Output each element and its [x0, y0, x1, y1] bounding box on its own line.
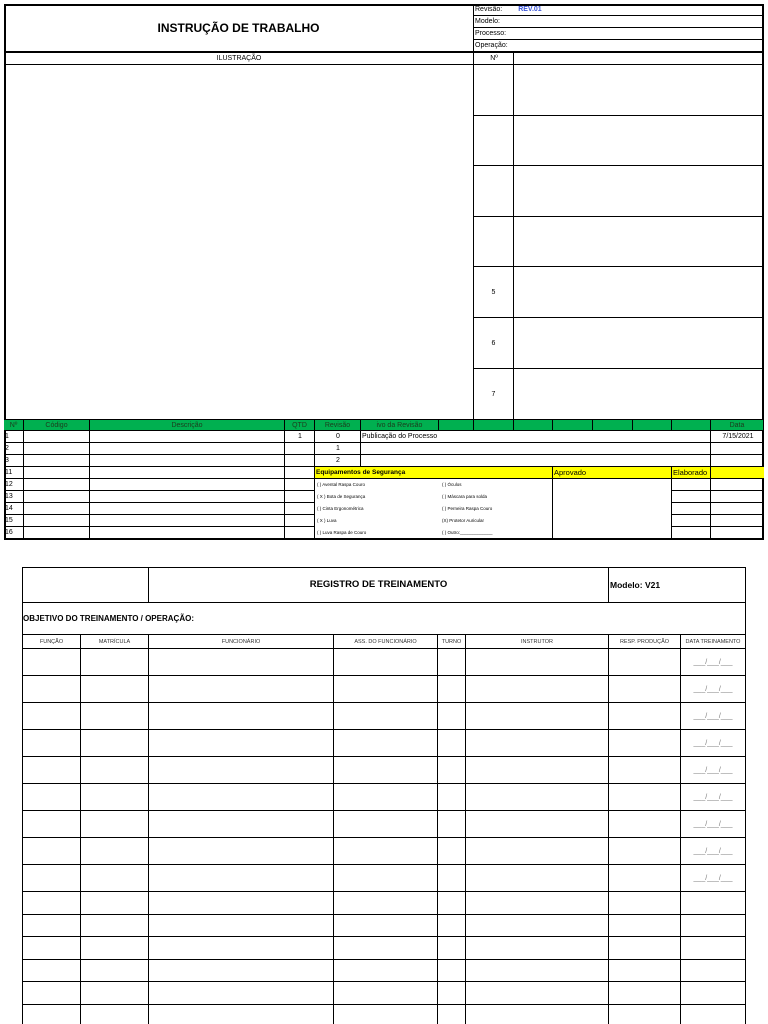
steps-num-header: [474, 53, 514, 65]
training-cell[interactable]: [81, 915, 149, 937]
training-cell[interactable]: [149, 982, 334, 1005]
part-num: 1: [4, 431, 24, 443]
col-header-data: Data: [711, 419, 764, 431]
training-cell[interactable]: [81, 730, 149, 757]
training-cell[interactable]: [334, 757, 438, 784]
part-num: 15: [4, 515, 24, 527]
logo-cell: [22, 567, 149, 603]
training-col-header: ASS. DO FUNCIONÁRIO: [334, 635, 438, 649]
training-cell[interactable]: [681, 892, 746, 915]
training-cell[interactable]: [466, 865, 609, 892]
training-cell[interactable]: [81, 676, 149, 703]
training-cell[interactable]: [22, 960, 81, 982]
modelo-row[interactable]: [474, 16, 764, 28]
revision-reason[interactable]: [361, 443, 711, 455]
training-cell[interactable]: [149, 757, 334, 784]
training-date-placeholder[interactable]: ___/___/___: [681, 865, 746, 892]
col-header-revisao: Revisão: [315, 419, 361, 431]
title-block: [4, 4, 474, 53]
training-cell[interactable]: [609, 937, 681, 960]
part-qtd[interactable]: 1: [285, 431, 315, 443]
training-cell[interactable]: [609, 784, 681, 811]
training-cell[interactable]: [334, 892, 438, 915]
part-description[interactable]: [90, 503, 285, 515]
col-header-motivo: ivo da Revisão: [361, 419, 439, 431]
training-cell[interactable]: [334, 915, 438, 937]
part-qtd[interactable]: [285, 455, 315, 467]
illustration-header: [4, 53, 474, 65]
training-date-placeholder[interactable]: ___/___/___: [681, 757, 746, 784]
step-number: [474, 217, 514, 267]
model-cell: [609, 567, 746, 603]
part-num: 16: [4, 527, 24, 539]
part-code[interactable]: [24, 503, 90, 515]
col-header-empty: [553, 419, 593, 431]
training-cell[interactable]: [466, 960, 609, 982]
date-cell[interactable]: [711, 491, 764, 503]
training-cell[interactable]: [149, 892, 334, 915]
processo-row[interactable]: [474, 28, 764, 40]
training-cell[interactable]: [81, 811, 149, 838]
work-instruction-form: [4, 4, 764, 540]
part-description[interactable]: [90, 515, 285, 527]
training-cell[interactable]: [438, 915, 466, 937]
training-cell[interactable]: [22, 676, 81, 703]
step-number: 5: [474, 267, 514, 318]
elaborated-cell[interactable]: [672, 491, 711, 503]
revision-date[interactable]: [711, 455, 764, 467]
objective-row[interactable]: [22, 603, 746, 635]
col-header-empty: [514, 419, 553, 431]
part-num: 3: [4, 455, 24, 467]
training-cell[interactable]: [22, 937, 81, 960]
safety-item[interactable]: ( X ) Luva: [317, 518, 337, 523]
training-cell[interactable]: [609, 960, 681, 982]
col-header-qtd: QTD: [285, 419, 315, 431]
part-code[interactable]: [24, 431, 90, 443]
training-cell[interactable]: [81, 784, 149, 811]
training-cell[interactable]: [438, 892, 466, 915]
col-header-empty: [633, 419, 672, 431]
training-cell[interactable]: [681, 960, 746, 982]
col-header-empty: [474, 419, 514, 431]
part-code[interactable]: [24, 443, 90, 455]
training-cell[interactable]: [466, 676, 609, 703]
part-num: 2: [4, 443, 24, 455]
training-col-header: MATRÍCULA: [81, 635, 149, 649]
part-num: 14: [4, 503, 24, 515]
training-cell[interactable]: [609, 649, 681, 676]
training-title-cell: [149, 567, 609, 603]
col-header-descricao: Descrição: [90, 419, 285, 431]
date-cell[interactable]: [711, 503, 764, 515]
part-description[interactable]: [90, 431, 285, 443]
training-cell[interactable]: [22, 730, 81, 757]
part-code[interactable]: [24, 467, 90, 479]
training-cell[interactable]: [22, 982, 81, 1005]
training-cell[interactable]: [22, 865, 81, 892]
training-cell[interactable]: [334, 811, 438, 838]
training-cell[interactable]: [149, 937, 334, 960]
training-cell[interactable]: [334, 982, 438, 1005]
training-cell[interactable]: [149, 784, 334, 811]
operacao-row[interactable]: [474, 40, 764, 52]
training-cell[interactable]: [609, 757, 681, 784]
part-qtd[interactable]: [285, 503, 315, 515]
part-qtd[interactable]: [285, 515, 315, 527]
training-col-header: DATA TREINAMENTO: [681, 635, 746, 649]
training-cell[interactable]: [22, 892, 81, 915]
training-cell[interactable]: [438, 1005, 466, 1024]
training-cell[interactable]: [22, 703, 81, 730]
modelo-label: Modelo:: [475, 18, 500, 25]
revision-number: 2: [315, 455, 361, 467]
training-cell[interactable]: [334, 838, 438, 865]
part-code[interactable]: [24, 527, 90, 539]
training-cell[interactable]: [81, 960, 149, 982]
training-cell[interactable]: [438, 865, 466, 892]
training-cell[interactable]: [81, 838, 149, 865]
safety-item[interactable]: ( ) Óculos: [442, 482, 462, 487]
safety-item[interactable]: ( ) Luva Raspa de Couro: [317, 530, 367, 535]
training-cell[interactable]: [334, 784, 438, 811]
step-number: [474, 65, 514, 116]
training-cell[interactable]: [334, 676, 438, 703]
training-cell[interactable]: [681, 915, 746, 937]
revisao-row: [474, 4, 764, 16]
illustration-label: ILUSTRAÇÃO: [216, 55, 262, 62]
training-cell[interactable]: [609, 676, 681, 703]
training-cell[interactable]: [438, 730, 466, 757]
training-cell[interactable]: [22, 811, 81, 838]
steps-num-header-label: Nº: [490, 55, 498, 62]
form-title: INSTRUÇÃO DE TRABALHO: [157, 20, 320, 35]
training-cell[interactable]: [681, 1005, 746, 1024]
revisao-label: Revisão:: [475, 6, 503, 13]
revision-date[interactable]: [711, 443, 764, 455]
part-qtd[interactable]: [285, 491, 315, 503]
training-date-placeholder[interactable]: ___/___/___: [681, 730, 746, 757]
training-col-header: FUNCIONÁRIO: [149, 635, 334, 649]
training-cell[interactable]: [681, 982, 746, 1005]
training-cell[interactable]: [81, 649, 149, 676]
step-description[interactable]: [514, 369, 764, 419]
training-cell[interactable]: [81, 937, 149, 960]
training-cell[interactable]: [438, 960, 466, 982]
training-cell[interactable]: [609, 865, 681, 892]
training-date-placeholder[interactable]: ___/___/___: [681, 784, 746, 811]
training-cell[interactable]: [438, 811, 466, 838]
part-code[interactable]: [24, 515, 90, 527]
training-cell[interactable]: [81, 757, 149, 784]
training-cell[interactable]: [149, 676, 334, 703]
training-cell[interactable]: [438, 937, 466, 960]
training-title: REGISTRO DE TREINAMENTO: [309, 579, 448, 590]
step-number: [474, 116, 514, 166]
training-date-placeholder[interactable]: ___/___/___: [681, 811, 746, 838]
training-col-header: RESP. PRODUÇÃO: [609, 635, 681, 649]
step-description[interactable]: [514, 267, 764, 318]
part-code[interactable]: [24, 479, 90, 491]
safety-item[interactable]: ( ) Avental Raspa Couro: [317, 482, 365, 487]
training-cell[interactable]: [609, 730, 681, 757]
part-code[interactable]: [24, 455, 90, 467]
training-cell[interactable]: [681, 937, 746, 960]
safety-item[interactable]: ( ) Perneira Raspa Couro: [442, 506, 493, 511]
training-cell[interactable]: [466, 915, 609, 937]
step-description[interactable]: [514, 116, 764, 166]
col-header-codigo: Código: [24, 419, 90, 431]
part-num: 12: [4, 479, 24, 491]
safety-item[interactable]: ( ) Outro:_____________: [442, 530, 493, 535]
safety-item[interactable]: ( ) Cinta Ergonométrica: [317, 506, 364, 511]
training-date-placeholder[interactable]: ___/___/___: [681, 649, 746, 676]
training-col-header: INSTRUTOR: [466, 635, 609, 649]
training-cell[interactable]: [466, 982, 609, 1005]
training-cell[interactable]: [334, 960, 438, 982]
training-cell[interactable]: [149, 649, 334, 676]
training-cell[interactable]: [81, 865, 149, 892]
part-description[interactable]: [90, 479, 285, 491]
part-description[interactable]: [90, 455, 285, 467]
training-cell[interactable]: [22, 649, 81, 676]
part-description[interactable]: [90, 443, 285, 455]
date-cell[interactable]: [711, 527, 764, 540]
elaborated-header: Elaborado: [672, 467, 711, 479]
col-header-empty: [593, 419, 633, 431]
training-cell[interactable]: [149, 730, 334, 757]
part-num: 11: [4, 467, 24, 479]
training-record-form: [22, 567, 746, 1024]
step-description[interactable]: [514, 65, 764, 116]
revisao-value: REV.01: [518, 6, 542, 13]
info-block: [474, 4, 764, 53]
training-date-placeholder[interactable]: ___/___/___: [681, 676, 746, 703]
training-cell[interactable]: [466, 838, 609, 865]
part-qtd[interactable]: [285, 443, 315, 455]
part-description[interactable]: [90, 491, 285, 503]
training-cell[interactable]: [438, 703, 466, 730]
training-cell[interactable]: [438, 838, 466, 865]
training-cell[interactable]: [438, 757, 466, 784]
revision-reason[interactable]: Publicação do Processo: [361, 431, 711, 443]
step-description[interactable]: [514, 318, 764, 369]
training-cell[interactable]: [22, 784, 81, 811]
training-cell[interactable]: [81, 892, 149, 915]
training-cell[interactable]: [609, 811, 681, 838]
col-header-num: Nº: [4, 419, 24, 431]
part-description[interactable]: [90, 467, 285, 479]
part-description[interactable]: [90, 527, 285, 539]
training-cell[interactable]: [22, 838, 81, 865]
training-cell[interactable]: [334, 649, 438, 676]
revision-reason[interactable]: [361, 455, 711, 467]
training-cell[interactable]: [466, 784, 609, 811]
operacao-label: Operação:: [475, 42, 508, 49]
training-cell[interactable]: [609, 1005, 681, 1024]
steps-desc-header: [514, 53, 764, 65]
date-cell[interactable]: [711, 515, 764, 527]
training-col-header: FUNÇÃO: [22, 635, 81, 649]
training-cell[interactable]: [466, 937, 609, 960]
safety-item[interactable]: (X) Protetor Auricular: [442, 518, 485, 523]
training-cell[interactable]: [149, 960, 334, 982]
training-cell[interactable]: [149, 1005, 334, 1024]
training-cell[interactable]: [609, 892, 681, 915]
training-date-placeholder[interactable]: ___/___/___: [681, 838, 746, 865]
training-cell[interactable]: [438, 676, 466, 703]
part-qtd[interactable]: [285, 479, 315, 491]
part-num: 13: [4, 491, 24, 503]
training-cell[interactable]: [149, 811, 334, 838]
date-cell[interactable]: [711, 479, 764, 491]
training-cell[interactable]: [609, 703, 681, 730]
objective-label: OBJETIVO DO TREINAMENTO / OPERAÇÃO:: [23, 614, 194, 623]
training-cell[interactable]: [466, 892, 609, 915]
training-cell[interactable]: [149, 838, 334, 865]
part-code[interactable]: [24, 491, 90, 503]
yellow-blank-cell: [711, 467, 764, 479]
elaborated-cell[interactable]: [672, 515, 711, 527]
step-number: 6: [474, 318, 514, 369]
elaborated-cell[interactable]: [672, 503, 711, 515]
training-cell[interactable]: [466, 730, 609, 757]
approved-signature[interactable]: [553, 479, 672, 540]
col-header-empty: [439, 419, 474, 431]
training-cell[interactable]: [334, 937, 438, 960]
training-date-placeholder[interactable]: ___/___/___: [681, 703, 746, 730]
training-cell[interactable]: [466, 1005, 609, 1024]
training-cell[interactable]: [609, 982, 681, 1005]
training-cell[interactable]: [81, 982, 149, 1005]
training-cell[interactable]: [22, 757, 81, 784]
revision-number: 0: [315, 431, 361, 443]
training-cell[interactable]: [22, 915, 81, 937]
training-cell[interactable]: [466, 757, 609, 784]
training-cell[interactable]: [438, 784, 466, 811]
training-cell[interactable]: [81, 1005, 149, 1024]
training-model: Modelo: V21: [610, 579, 661, 590]
training-cell[interactable]: [334, 865, 438, 892]
safety-item[interactable]: ( X ) Bota de Segurança: [317, 494, 366, 499]
training-col-header: TURNO: [438, 635, 466, 649]
revision-date[interactable]: 7/15/2021: [711, 431, 764, 443]
training-cell[interactable]: [149, 703, 334, 730]
training-cell[interactable]: [334, 1005, 438, 1024]
approved-header: Aprovado: [553, 467, 672, 479]
safety-item[interactable]: ( ) Máscara para solda: [442, 494, 488, 499]
revision-number: 1: [315, 443, 361, 455]
elaborated-cell[interactable]: [672, 527, 711, 540]
illustration-area[interactable]: [4, 65, 474, 419]
processo-label: Processo:: [475, 30, 507, 37]
training-cell[interactable]: [149, 915, 334, 937]
training-cell[interactable]: [334, 730, 438, 757]
training-cell[interactable]: [609, 915, 681, 937]
training-cell[interactable]: [22, 1005, 81, 1024]
step-description[interactable]: [514, 217, 764, 267]
training-cell[interactable]: [466, 703, 609, 730]
col-header-empty: [672, 419, 711, 431]
part-qtd[interactable]: [285, 527, 315, 539]
training-cell[interactable]: [438, 982, 466, 1005]
step-number: 7: [474, 369, 514, 419]
safety-header: Equipamentos de Segurança: [315, 467, 553, 479]
training-cell[interactable]: [149, 865, 334, 892]
training-cell[interactable]: [438, 649, 466, 676]
elaborated-cell[interactable]: [672, 479, 711, 491]
training-cell[interactable]: [81, 703, 149, 730]
training-cell[interactable]: [466, 811, 609, 838]
step-description[interactable]: [514, 166, 764, 217]
training-cell[interactable]: [334, 703, 438, 730]
part-qtd[interactable]: [285, 467, 315, 479]
training-cell[interactable]: [466, 649, 609, 676]
training-cell[interactable]: [609, 838, 681, 865]
step-number: [474, 166, 514, 217]
